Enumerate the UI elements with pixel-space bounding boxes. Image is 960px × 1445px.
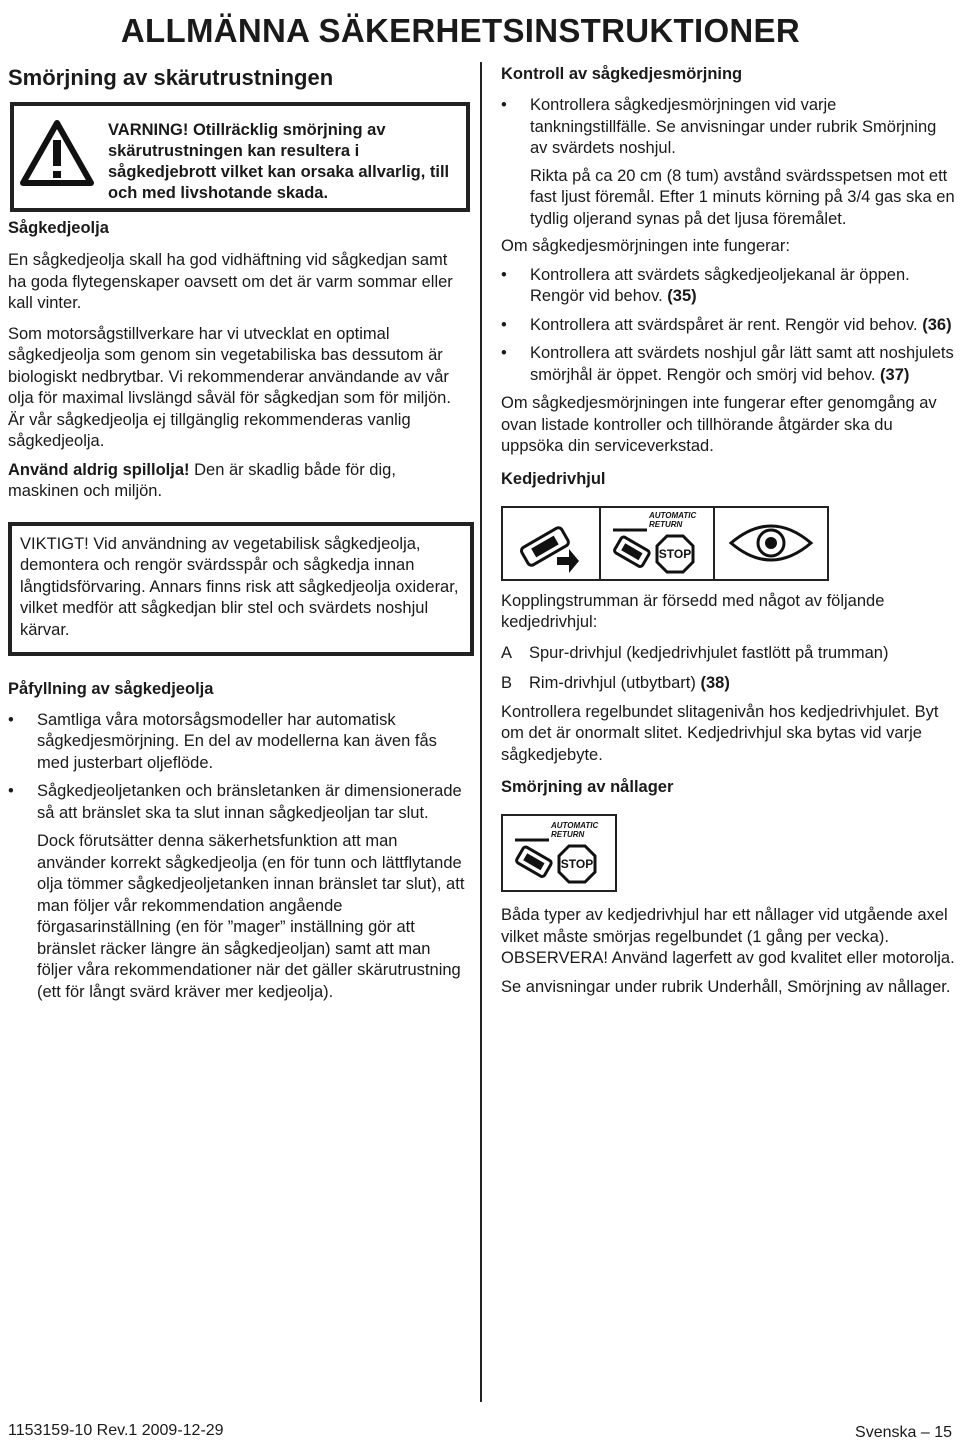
warning-box xyxy=(10,102,470,212)
check-extra-paragraph: Rikta på ca 20 cm (8 tum) avstånd svärdsspetsen mot ett fast ljust föremål. Efter 1 minuts körning på 3/4 gas ska en tydlig oljerand synas på det ljusa föremålet. xyxy=(530,166,955,228)
waste-oil-warning-rest: Den är skadlig både för dig, maskinen och miljön. xyxy=(8,460,396,500)
eye-icon xyxy=(715,506,829,581)
stop-label: STOP xyxy=(658,547,692,561)
list-letter: A xyxy=(501,643,513,662)
check-heading: Kontroll av sågkedjesmörjning xyxy=(501,65,743,83)
important-text: VIKTIGT! Vid användning av vegetabilisk sågkedjeolja, demontera och rengör svärdsspår och sågkedja innan långtidsförvaring. Annars finns risk att sågkedjeolja oxiderar, vilket medför att sågkedjan blir stel och svärdets noshjul kärvar. xyxy=(20,534,459,639)
never-use-waste-oil: Använd aldrig spillolja! xyxy=(8,460,190,479)
important-box xyxy=(8,522,474,656)
list-item: • Kontrollera att svärdets noshjul går lätt samt att noshjulets smörjhål är öppet. Rengör och smörj vid behov. (37) xyxy=(501,344,954,384)
list-item: • Kontrollera att svärdspåret är rent. Rengör vid behov. (36) xyxy=(501,315,952,334)
list-item: • Kontrollera att svärdets sågkedjeoljekanal är öppen. Rengör vid behov. (35) xyxy=(501,265,910,305)
list-letter: B xyxy=(501,674,513,692)
check-outro: Om sågkedjesmörjningen inte fungerar efter genomgång av ovan listade kontroller och tillhörande åtgärder ska du uppsöka din serviceverkstad. xyxy=(501,394,937,455)
check-bullets xyxy=(501,95,956,160)
chain-oil-heading: Sågkedjeolja xyxy=(8,219,109,237)
chain-oil-paragraph-1: En sågkedjeolja skall ha god vidhäftning vid sågkedjan samt ha goda flytegenskaper oavsett om det är varm sommar eller kall vinter. xyxy=(8,251,453,312)
left-column xyxy=(8,62,470,1003)
list-item xyxy=(501,643,956,665)
check-if-not-working: Om sågkedjesmörjningen inte fungerar: xyxy=(501,237,790,255)
check-actions-bullets xyxy=(501,265,956,387)
needle-paragraph-2: Se anvisningar under rubrik Underhåll, Smörjning av nållager. xyxy=(501,977,951,996)
needle-icon-panel xyxy=(501,814,956,892)
list-item xyxy=(501,673,956,695)
automatic-label: AUTOMATIC xyxy=(551,821,599,830)
sprocket-heading: Kedjedrivhjul xyxy=(501,469,606,488)
needle-bearing-heading: Smörjning av nållager xyxy=(501,778,674,796)
list-item-text: Spur-drivhjul (kedjedrivhjulet fastlött på trumman) xyxy=(529,643,889,662)
page-title: ALLMÄNNA SÄKERHETSINSTRUKTIONER xyxy=(120,12,800,49)
list-item: • Samtliga våra motorsågsmodeller har automatisk sågkedjesmörjning. En del av modellerna kan även fås med justerbart oljeflöde. xyxy=(8,710,437,772)
filling-heading: Påfyllning av sågkedjeolja xyxy=(8,679,214,698)
page-number: Svenska – 15 xyxy=(855,1424,952,1441)
figure-ref: (38) xyxy=(700,674,730,692)
automatic-label: AUTOMATIC xyxy=(649,511,697,520)
sprocket-paragraph: Kontrollera regelbundet slitagenivån hos kedjedrivhjulet. Byt om det är onormalt slitet. Kedjedrivhjul ska bytas vid varje sågkedjebyte. xyxy=(501,702,939,764)
return-label: RETURN xyxy=(649,520,683,529)
list-item-text: Rim-drivhjul (utbytbart) xyxy=(529,674,701,692)
stop-label: STOP xyxy=(560,857,594,871)
sprocket-intro: Kopplingstrumman är försedd med något av följande kedjedrivhjul: xyxy=(501,591,885,631)
figure-ref: (37) xyxy=(880,365,910,384)
figure-ref: (35) xyxy=(667,287,697,305)
automatic-return-stop-icon xyxy=(601,506,715,581)
document-reference: 1153159-10 Rev.1 2009-12-29 xyxy=(8,1422,224,1439)
chain-oil-paragraph-3 xyxy=(8,460,470,503)
chain-oil-paragraph-2: Som motorsågstillverkare har vi utvecklat en optimal sågkedjeolja som genom sin vegetabiliska bas dessutom är biologiskt nedbrytbar. Vi rekommenderar användande av vår olja för maximal livslängd såväl för sågkedjan som för miljön. Är vår sågkedjeolja ej tillgänglig rekommenderas vanlig sågkedjeolja. xyxy=(8,324,451,450)
section-title: Smörjning av skärutrustningen xyxy=(8,65,334,90)
sprocket-icon-panel xyxy=(501,506,956,581)
list-item: • Kontrollera sågkedjesmörjningen vid varje tankningstillfälle. Se anvisningar under rubrik Smörjning av svärdets noshjul. xyxy=(501,96,937,157)
filling-bullets xyxy=(8,710,470,825)
figure-ref: (36) xyxy=(922,315,952,334)
list-item: • Sågkedjeoljetanken och bränsletanken är dimensionerade så att bränslet ska ta slut innan sågkedjeoljan tar slut. xyxy=(8,782,462,822)
right-column xyxy=(501,62,956,998)
warning-text: VARNING! Otillräcklig smörjning av skärutrustningen kan resultera i sågkedjebrott vilket kan orsaka allvarlig, till och med livshotande skada. xyxy=(108,121,450,202)
chain-brake-icon xyxy=(501,506,601,581)
return-label: RETURN xyxy=(551,830,585,839)
column-divider xyxy=(480,62,482,1402)
filling-indented-paragraph: Dock förutsätter denna säkerhetsfunktion att man använder korrekt sågkedjeolja (en för tunn och lättflytande olja tömmer sågkedjeoljetanken innan bränslet tar slut), att man följer vår rekommendation angående förgasarinställning (en för ”mager” inställning gör att bränslet räcker längre än sågkedjeoljan) samt att man följer våra rekommendationer när det gäller skärutrustning (ett för långt svärd kräver mer kedjeolja). xyxy=(37,832,465,1001)
automatic-return-stop-icon xyxy=(501,814,617,892)
warning-triangle-icon xyxy=(20,116,108,208)
needle-paragraph-1: Båda typer av kedjedrivhjul har ett nållager vid utgående axel vilket måste smörjas regelbundet (1 gång per vecka). OBSERVERA! Använd lagerfett av god kvalitet eller motorolja. xyxy=(501,906,955,967)
